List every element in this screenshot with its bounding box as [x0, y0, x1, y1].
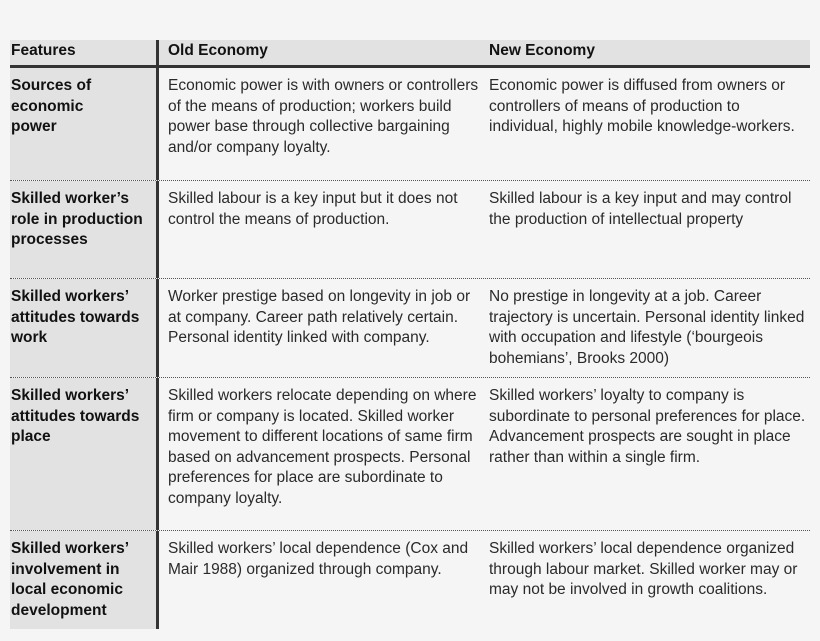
table-row [10, 378, 810, 531]
table-row [10, 531, 810, 629]
new-economy-cell: Economic power is diffused from owners or controllers of means of production to individual, highly mobile knowledge-workers. [489, 77, 795, 135]
new-economy-cell: Skilled workers’ local dependence organized through labour market. Skilled worker may or may not be involved in growth coalitions. [489, 540, 798, 598]
old-economy-cell: Skilled workers relocate depending on where firm or company is located. Skilled worker movement to different locations of same firm based on advancement prospects. Personal preferences for place are subordinate to company loyalty. [156, 378, 485, 530]
table-header-row [10, 40, 810, 68]
feature-cell: Skilled workers’ attitudes towards place [10, 378, 156, 530]
new-economy-cell: No prestige in longevity at a job. Career trajectory is uncertain. Personal identity linked with occupation and lifestyle (‘bourgeois bohemians’, Brooks 2000) [489, 288, 805, 367]
feature-cell: Skilled worker’s role in production processes [10, 181, 156, 278]
table-row [10, 68, 810, 181]
comparison-table [10, 40, 810, 629]
old-economy-cell: Skilled workers’ local dependence (Cox and Mair 1988) organized through company. [156, 531, 485, 629]
header-new-economy: New Economy [485, 40, 810, 65]
table-row [10, 279, 810, 378]
header-old-economy: Old Economy [156, 40, 485, 65]
new-economy-cell: Skilled labour is a key input and may control the production of intellectual property [489, 190, 792, 228]
header-features: Features [10, 40, 156, 65]
old-economy-cell: Economic power is with owners or controllers of the means of production; workers build power base through collective bargaining and/or company loyalty. [156, 68, 485, 180]
feature-cell: Skilled workers’ involvement in local economic development [10, 531, 156, 629]
feature-cell: Skilled workers’ attitudes towards work [10, 279, 156, 377]
new-economy-cell: Skilled workers’ loyalty to company is subordinate to personal preferences for place. Advancement prospects are sought in place rather than within a single firm. [489, 387, 806, 466]
old-economy-cell: Worker prestige based on longevity in job or at company. Career path relatively certain. Personal identity linked with company. [156, 279, 485, 377]
feature-cell: Sources of economic power [10, 68, 130, 180]
table-row [10, 181, 810, 279]
old-economy-cell: Skilled labour is a key input but it does not control the means of production. [156, 181, 485, 278]
